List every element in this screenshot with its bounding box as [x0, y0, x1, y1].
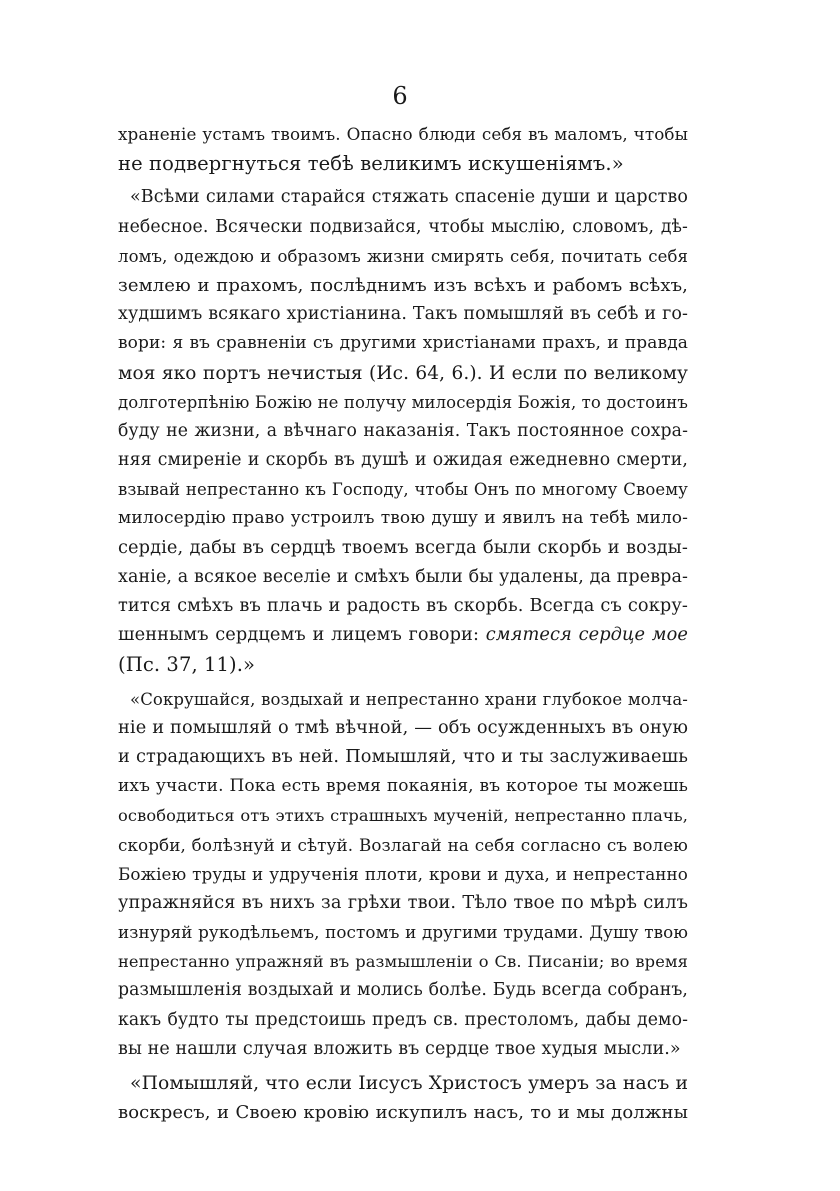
text-line: храненіе устамъ твоимъ. Опасно блюди себя въ маломъ, чтобы [118, 124, 688, 144]
text-line: моя яко портъ нечистыя (Ис. 64, 6.). И если по великому [118, 362, 688, 384]
text-line: не подвергнуться тебѣ великимъ искушеніямъ.» [118, 152, 624, 176]
paragraph-start-line: «Помышляй, что если Іисусъ Христосъ умеръ за насъ и [130, 1073, 689, 1094]
text-line: сердіе, дабы въ сердцѣ твоемъ всегда были скорбь и возды- [118, 537, 688, 558]
text-line: буду не жизни, а вѣчнаго наказанія. Такъ постоянное сохра- [118, 420, 688, 441]
text-line: изнуряй рукодѣльемъ, постомъ и другими трудами. Душу твою [118, 922, 688, 943]
text-line: землею и прахомъ, послѣднимъ изъ всѣхъ и рабомъ всѣхъ, [118, 274, 688, 296]
text-line-lead: шеннымъ сердцемъ и лицемъ говори: [118, 625, 480, 646]
text-line-with-quote [118, 621, 688, 650]
text-line: непрестанно упражняй въ размышленіи о Св. Писаніи; во время [118, 952, 688, 972]
text-line: взывай непрестанно къ Господу, чтобы Онъ по многому Своему [118, 480, 688, 500]
text-line: освободиться отъ этихъ страшныхъ мученій, непрестанно плачь, [118, 806, 688, 826]
text-line: няя смиреніе и скорбь въ душѣ и ожидая ежедневно смерти, [118, 450, 688, 471]
text-line: упражняйся въ нихъ за грѣхи твои. Тѣло твое по мѣрѣ силъ [118, 892, 688, 913]
page-number: 6 [392, 82, 408, 110]
paragraph-start-line: «Сокрушайся, воздыхай и непрестанно храни глубокое молча- [130, 689, 688, 709]
text-line: и страдающихъ въ ней. Помышляй, что и ты заслуживаешь [118, 746, 688, 767]
text-line: ханіе, а всякое веселіе и смѣхъ были бы удалены, да превра- [118, 566, 688, 587]
text-line: вы не нашли случая вложить въ сердце твое худыя мысли.» [118, 1038, 681, 1059]
italic-scripture-quote: смятеся сердце мое [485, 625, 688, 646]
text-line: скорби, болѣзнуй и сѣтуй. Возлагай на себя согласно съ волею [118, 834, 688, 855]
text-line: Божіею труды и удрученія плоти, крови и духа, и непрестанно [118, 863, 688, 884]
text-line: тится смѣхъ въ плачь и радость въ скорбь. Всегда съ сокру- [118, 596, 688, 616]
body-text [118, 120, 688, 1127]
text-line: худшимъ всякаго христіанина. Такъ помышляй въ себѣ и го- [118, 304, 688, 325]
text-line: размышленія воздыхай и молись болѣе. Будь всегда собранъ, [118, 980, 688, 1001]
text-line: (Пс. 37, 11).» [118, 653, 256, 677]
text-line: милосердію право устроилъ твою душу и явилъ на тебѣ мило- [118, 508, 688, 529]
text-line: какъ будто ты предстоишь предъ св. престоломъ, дабы демо- [118, 1009, 688, 1030]
text-line: ихъ участи. Пока есть время покаянія, въ которое ты можешь [118, 776, 688, 797]
text-line: небесное. Всячески подвизайся, чтобы мыслію, словомъ, дѣ- [118, 216, 688, 237]
text-line: ломъ, одеждою и образомъ жизни смирять себя, почитать себя [118, 246, 688, 266]
text-line: ніе и помышляй о тмѣ вѣчной, — объ осужденныхъ въ оную [118, 717, 688, 738]
text-line: воскресъ, и Своею кровію искупилъ насъ, то и мы должны [118, 1102, 688, 1124]
text-line: долготерпѣнію Божію не получу милосердія Божія, то достоинъ [118, 392, 688, 412]
paragraph-start-line: «Всѣми силами старайся стяжать спасеніе души и царство [130, 187, 688, 208]
text-line: вори: я въ сравненіи съ другими христіанами прахъ, и правда [118, 333, 688, 354]
